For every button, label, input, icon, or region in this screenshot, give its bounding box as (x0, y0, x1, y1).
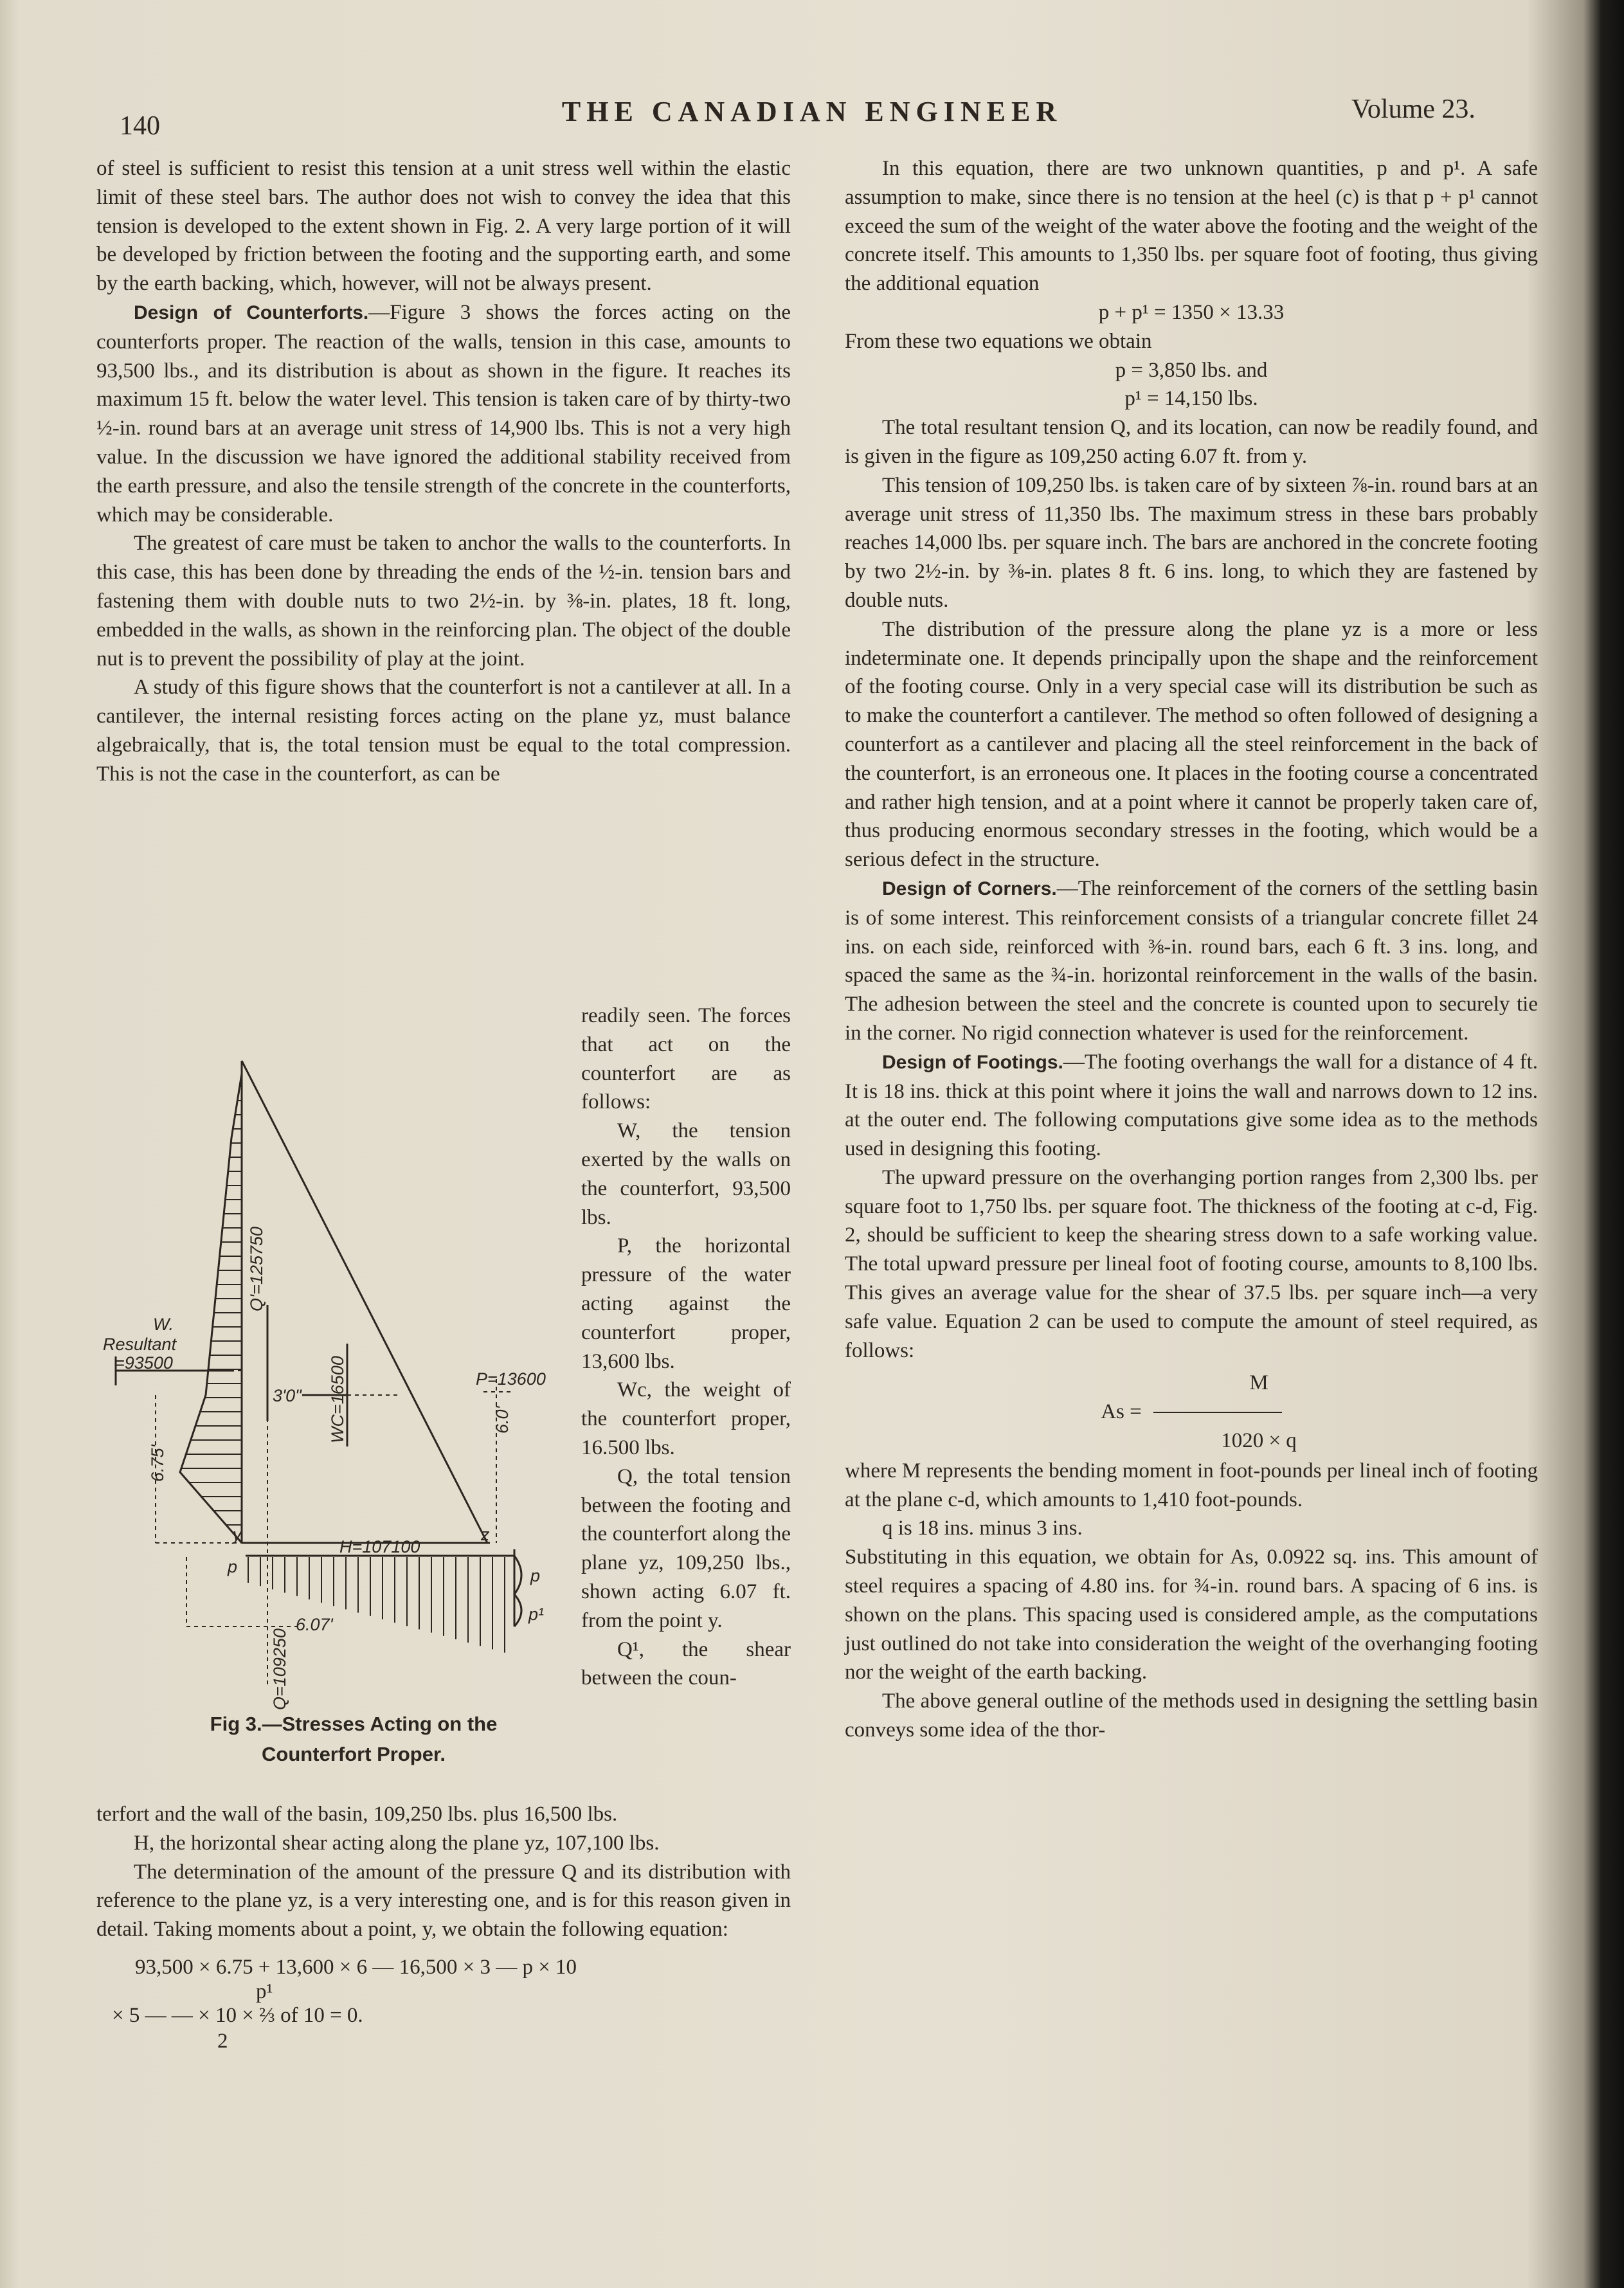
paragraph: The distribution of the pressure along the plane yz is a more or less indeterminate one. It depends principally upon the shape and the reinforcement of the footing course. Only in a very special case will its distribution be such as to make the counterfort a cantilever. The method so often followed of designing a counterfort as a cantilever and placing all the steel reinforcement in the back of the counterfort, is an erroneous one. It places in the footing course a concentrated and rather high tension, and at a point where it cannot be properly taken care of, thus producing enormous secondary stresses in the footing, which would be a serious defect in the structure. (845, 617, 1538, 872)
label-dim-675: 6.75' (148, 1445, 167, 1482)
right-column (845, 154, 1538, 1745)
label-h: H=107100 (339, 1537, 420, 1556)
section-heading: Design of Counterforts. (134, 302, 369, 323)
paragraph: q is 18 ins. minus 3 ins. (882, 1517, 1083, 1540)
equation-sup: p¹ (256, 1979, 273, 2003)
equation: p = 3,850 lbs. and (1115, 358, 1268, 382)
label-resultant: Resultant (103, 1335, 177, 1354)
paragraph: Substituting in this equation, we obtain for As, 0.0922 sq. ins. This amount of steel requires a spacing of 4.80 ins. for ¾-in. round bars. A spacing of 6 ins. is shown on the plans. This spacing used is considered ample, as the computations just outlined do not take into consideration the weight of the overhanging footing nor the weight of the earth backing. (845, 1545, 1538, 1684)
formula-lhs: As = (1101, 1400, 1142, 1424)
paragraph: The total resultant tension Q, and its location, can now be readily found, and is given in the figure as 109,250 acting 6.07 ft. from y. (845, 416, 1538, 468)
label-w: W. (153, 1315, 174, 1334)
paragraph: W, the tension exerted by the walls on the counterfort, 93,500 lbs. (581, 1119, 791, 1229)
paragraph: Wc, the weight of the counterfort proper, 16.500 lbs. (581, 1378, 791, 1459)
paragraph-text: —The footing overhangs the wall for a distance of 4 ft. It is 18 ins. thick at this point where it joins the wall and narrows down to 12 ins. at the outer end. The following computations give some idea as to the methods used in designing this footing. (845, 1050, 1538, 1161)
paragraph: In this equation, there are two unknown quantities, p and p¹. A safe assumption to make, since there is no tension at the heel (c) is that p + p¹ cannot exceed the sum of the weight of the water above the footing and the weight of the concrete itself. This amounts to 1,350 lbs. per square foot of footing, thus giving the additional equation (845, 157, 1538, 296)
paragraph: where M represents the bending moment in foot-pounds per lineal inch of footing at the plane c-d, which amounts to 1,410 foot-pounds. (845, 1459, 1538, 1511)
paragraph: The above general outline of the methods used in designing the settling basin conveys some idea of the thor- (845, 1689, 1538, 1742)
formula-denominator: 1020 × q (1221, 1429, 1297, 1453)
formula-numerator: M (1249, 1371, 1268, 1395)
volume-label: Volume 23. (1351, 95, 1475, 124)
label-w-value: =93500 (114, 1353, 173, 1373)
formula (845, 1369, 1538, 1455)
label-wc: WC=16500 (328, 1356, 347, 1443)
paragraph: Q, the total tension between the footing and the counterfort along the plane yz, 109,250 lbs., shown acting 6.07 ft. from the point y. (581, 1464, 791, 1632)
paragraph: From these two equations we obtain (845, 329, 1152, 353)
journal-title: THE CANADIAN ENGINEER (561, 96, 1063, 127)
paragraph: This tension of 109,250 lbs. is taken care of by sixteen ⅞-in. round bars at an average unit stress of 11,350 lbs. The maximum stress in these bars probably reaches 14,000 lbs. per square inch. The bars are anchored in the concrete footing by two 2½-in. by ⅜-in. plates 8 ft. 6 ins. long, to which they are fastened by double nuts. (845, 473, 1538, 612)
equation-line: × 5 — — × 10 × ⅔ of 10 = 0. (112, 2003, 363, 2027)
label-z: z (481, 1525, 490, 1544)
figure-side-text (581, 1002, 791, 1693)
formula-row (845, 1398, 1538, 1427)
paragraph: A study of this figure shows that the counterfort is not a cantilever at all. In a cantilever, the internal resisting forces acting on the plane yz, must balance algebraically, that is, the total tension must be equal to the total compression. This is not the case in the counterfort, as can be (96, 676, 791, 786)
paragraph: readily seen. The forces that act on the counterfort are as follows: (581, 1004, 791, 1114)
counterfort-face-line (242, 1061, 487, 1543)
paragraph-text: —The reinforcement of the corners of the settling basin is of some interest. This reinforcement consists of a triangular concrete fillet 24 ins. on each side, reinforced with ⅜-in. round bars, each 6 ft. 3 ins. long, and spaced the same as the ¾-in. horizontal reinforcement in the walls of the basin. The adhesion between the steel and the concrete is counted upon to securely tie in the corner. No rigid connection whatever is used for the reinforcement. (845, 876, 1538, 1045)
stress-diagram (96, 1035, 572, 1736)
label-p-left: p (228, 1557, 238, 1576)
paragraph (845, 1048, 1538, 1164)
caption-line: Counterfort Proper. (262, 1743, 446, 1765)
label-p-right: p (530, 1566, 541, 1585)
tension-arrows (181, 1086, 242, 1525)
left-column (96, 154, 791, 789)
paragraph: H, the horizontal shear acting along the plane yz, 107,100 lbs. (134, 1831, 660, 1855)
paragraph-text: —Figure 3 shows the forces acting on the counterforts proper. The reaction of the walls, tension in this case, amounts to 93,500 lbs., and its distribution is about as shown in the figure. It reaches its maximum 15 ft. below the water level. This tension is taken care of by thirty-two ½-in. round bars at an average unit stress of 14,900 lbs. This is not a very high value. In the discussion we have ignored the additional stability received from the earth pressure, and also the tensile strength of the concrete in the counterforts, which may be considerable. (96, 300, 791, 527)
label-y: y (233, 1525, 242, 1544)
tension-distribution-curve (180, 1074, 242, 1543)
label-dim-6: 6.0' (492, 1406, 512, 1434)
label-q-bottom: Q=109250 (270, 1628, 289, 1710)
equation: p + p¹ = 1350 × 13.33 (1098, 300, 1285, 324)
section-heading: Design of Corners. (882, 878, 1057, 899)
label-dim-607: 6.07' (296, 1615, 333, 1634)
equation-line: 93,500 × 6.75 + 13,600 × 6 — 16,500 × 3 — p × 10 (135, 1955, 577, 1979)
paragraph: The greatest of care must be taken to anchor the walls to the counterforts. In this case, this has been done by threading the ends of the ½-in. tension bars and fastening them with double nuts to two 2½-in. by ⅜-in. plates, 18 ft. long, embedded in the walls, as shown in the reinforcing plan. The object of the double nut is to prevent the possibility of play at the joint. (96, 532, 791, 671)
brace-p (514, 1556, 521, 1626)
paragraph: Q¹, the shear between the coun- (581, 1637, 791, 1690)
left-lower-text (96, 1800, 791, 2052)
label-p1-right: p¹ (528, 1605, 545, 1624)
paragraph (96, 298, 791, 529)
paragraph: The determination of the amount of the pressure Q and its distribution with reference to the plane yz, is a very interesting one, and is for this reason given in detail. Taking moments about a point, y, we obtain the following equation: (96, 1860, 791, 1941)
section-heading: Design of Footings. (882, 1051, 1063, 1073)
figure-caption (129, 1709, 579, 1769)
paragraph: P, the horizontal pressure of the water acting against the counterfort proper, 13,600 lbs. (581, 1234, 791, 1373)
label-p-water: P=13600 (476, 1369, 546, 1389)
equation: p¹ = 14,150 lbs. (1124, 387, 1258, 411)
fraction-bar (1153, 1412, 1282, 1413)
page-number: 140 (120, 111, 160, 141)
label-q-top: Q'=125750 (247, 1226, 266, 1311)
equation-den: 2 (217, 2029, 228, 2053)
paragraph: terfort and the wall of the basin, 109,250 lbs. plus 16,500 lbs. (96, 1803, 618, 1826)
caption-line: Fig 3.—Stresses Acting on the (210, 1713, 498, 1735)
paragraph (845, 874, 1538, 1048)
label-dim-3: 3'0" (273, 1386, 302, 1405)
paragraph: of steel is sufficient to resist this tension at a unit stress well within the elastic limit of these steel bars. The author does not wish to convey the idea that this tension is developed to the extent shown in Fig. 2. A very large portion of it will be developed by friction between the footing and the supporting earth, and some by the earth backing, which, however, will not be always present. (96, 157, 791, 296)
paragraph: The upward pressure on the overhanging portion ranges from 2,300 lbs. per square foot to 1,750 lbs. per square foot. The thickness of the footing at c-d, Fig. 2, should be sufficient to keep the shearing stress down to a safe working value. The total upward pressure per lineal foot of footing course, amounts to 8,100 lbs. This gives an average value for the shear of 37.5 lbs. per square inch—a very safe value. Equation 2 can be used to compute the amount of steel required, as follows: (845, 1166, 1538, 1362)
figure-3 (96, 1035, 572, 1736)
